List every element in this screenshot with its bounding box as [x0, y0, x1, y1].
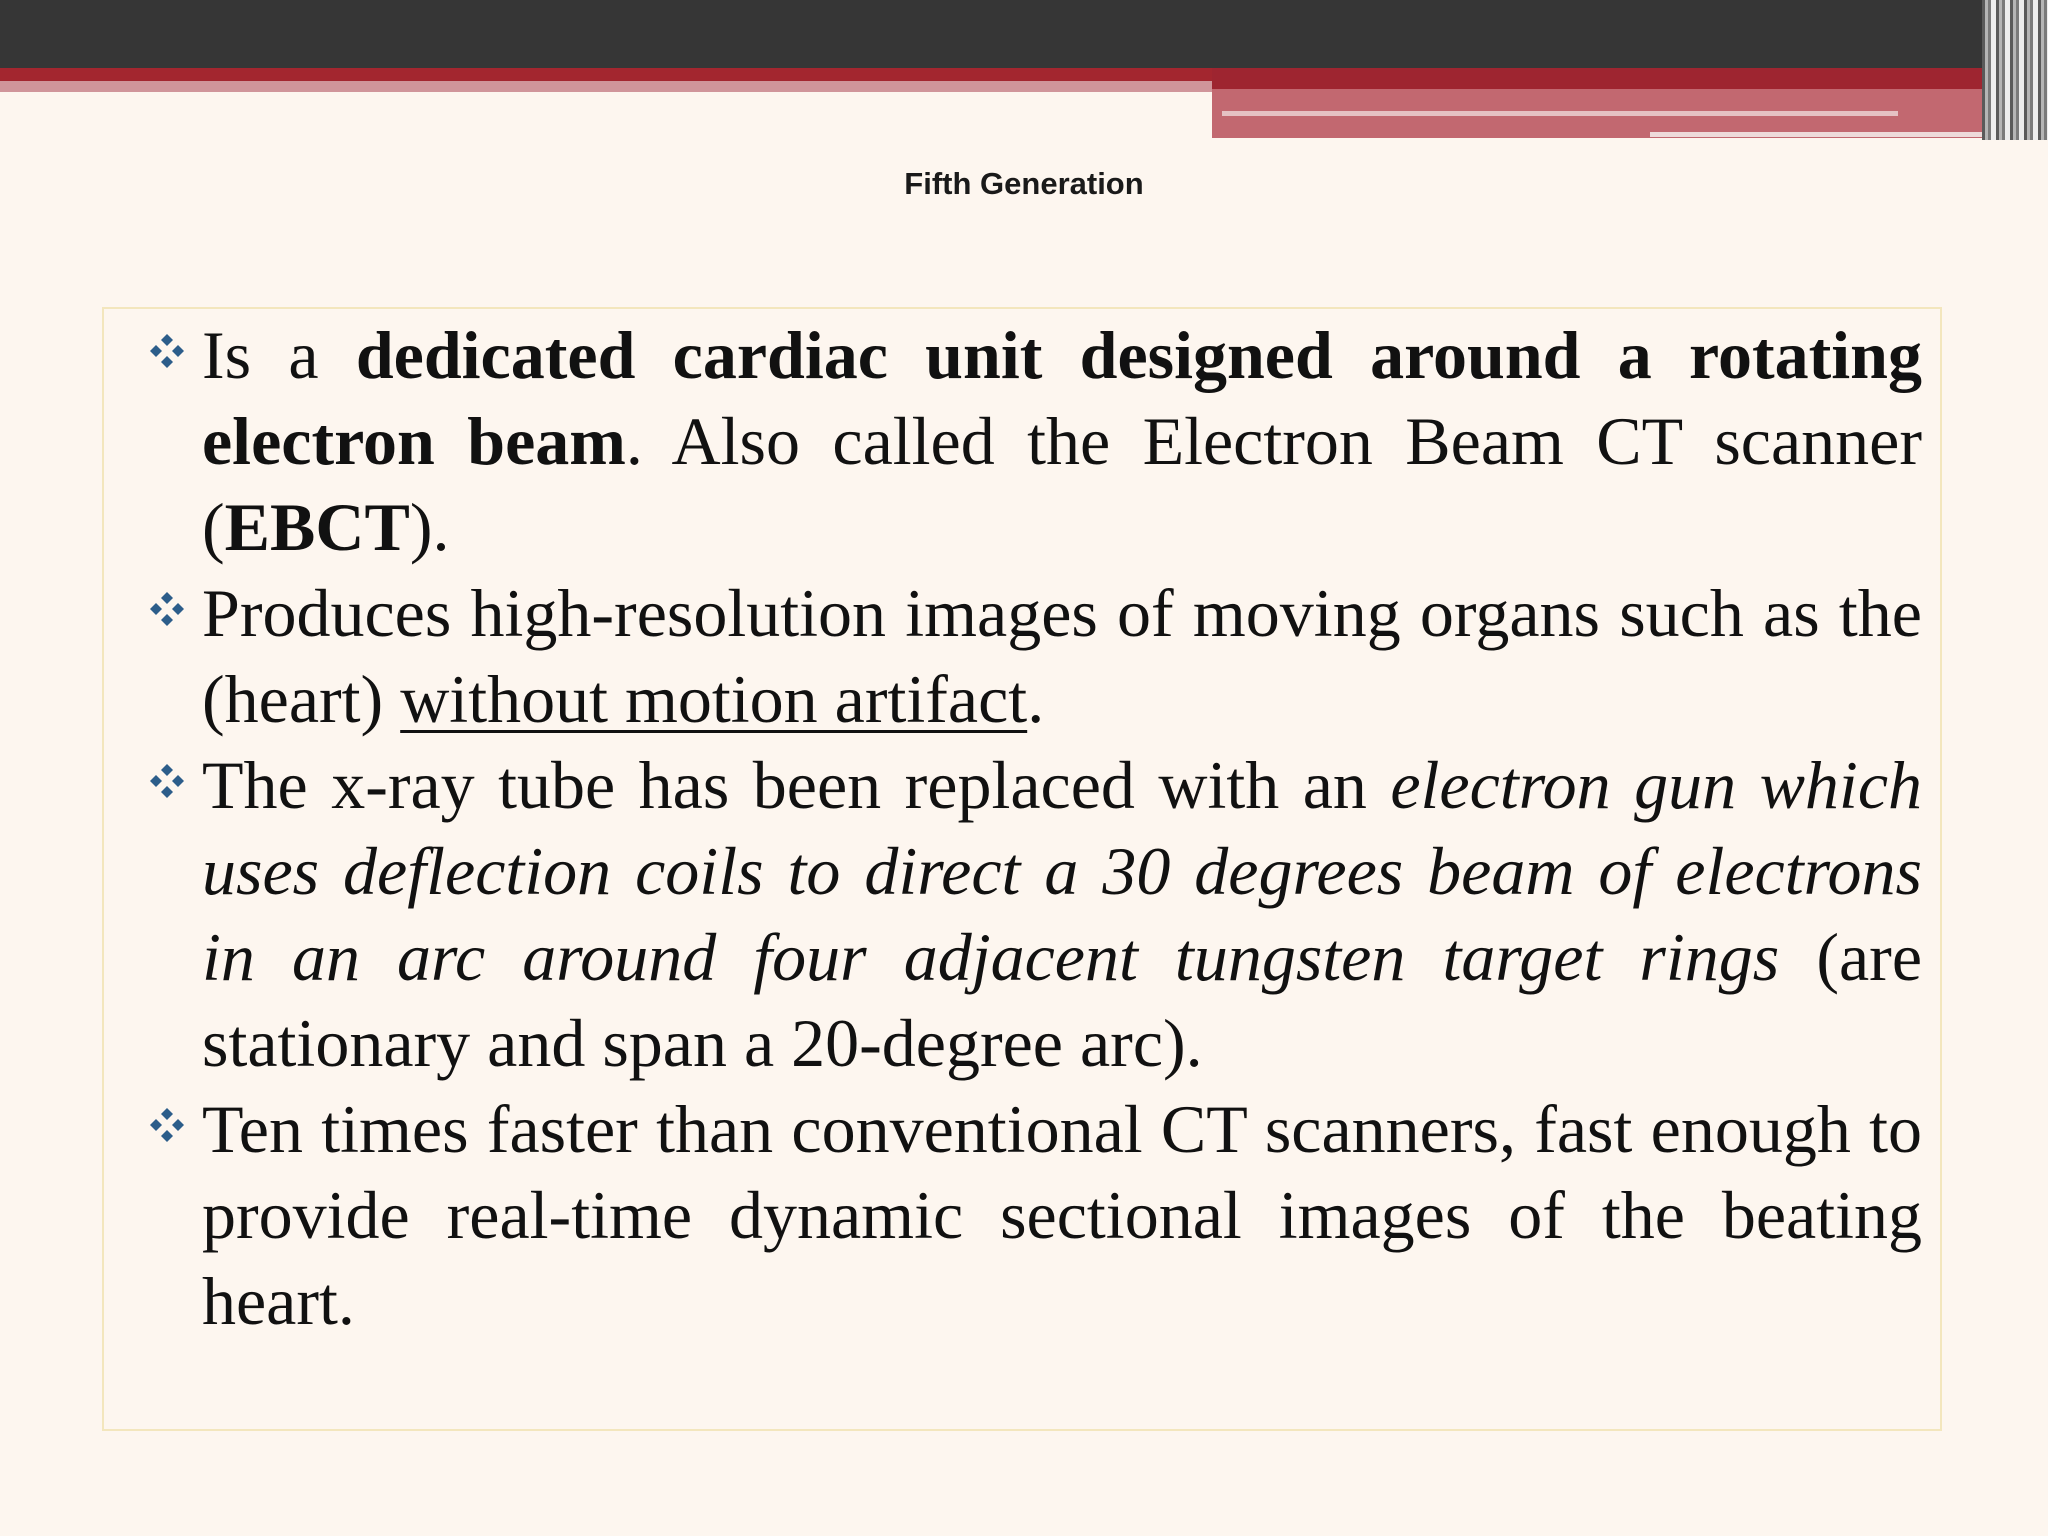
- bullet-text-underlined: without motion artifact: [400, 661, 1028, 737]
- bullet-text: .: [1027, 661, 1045, 737]
- header-accent-line: [1222, 111, 1898, 116]
- header-red-stripe: [0, 68, 1212, 92]
- bullet-text-bold: dedicated cardiac unit designed around a rotating electron beam: [202, 317, 1922, 479]
- diamond-cluster-icon: [142, 760, 192, 810]
- bullet-list: [100, 312, 1922, 1344]
- page-title: Fifth Generation: [904, 166, 1144, 201]
- diamond-cluster-icon: [142, 1104, 192, 1154]
- header-bar: [0, 0, 2048, 70]
- bullet-item-high-resolution: [100, 570, 1922, 742]
- bullet-text: Ten times faster than conventional CT scanners, fast enough to provide real-time dynamic sectional images of the beating heart.: [202, 1091, 1922, 1339]
- bullet-text-italic: electron gun which uses deflection coils to direct a 30 degrees beam of electrons in an arc around four adjacent tungsten target rings: [202, 747, 1922, 995]
- bullet-item-cardiac-unit: [100, 312, 1922, 570]
- bullet-text: (are stationary and span a 20-degree arc).: [202, 919, 1922, 1081]
- bullet-item-ten-times-faster: [100, 1086, 1922, 1344]
- header-accent-line-2: [1650, 132, 2010, 137]
- header-red-block: [1212, 68, 2008, 138]
- diamond-cluster-icon: [142, 588, 192, 638]
- diamond-cluster-icon: [142, 330, 192, 380]
- bullet-text-bold: EBCT: [224, 489, 410, 565]
- bullet-text: Produces high-resolution images of moving organs such as the (heart): [202, 575, 1922, 737]
- bullet-item-electron-gun: [100, 742, 1922, 1086]
- bullet-text: . Also called the Electron Beam CT scanner (: [202, 403, 1922, 565]
- bullet-text: Is a: [202, 317, 356, 393]
- bullet-text: ).: [409, 489, 450, 565]
- bullet-text: The x-ray tube has been replaced with an: [202, 747, 1391, 823]
- header-vertical-lines: [1982, 0, 2048, 140]
